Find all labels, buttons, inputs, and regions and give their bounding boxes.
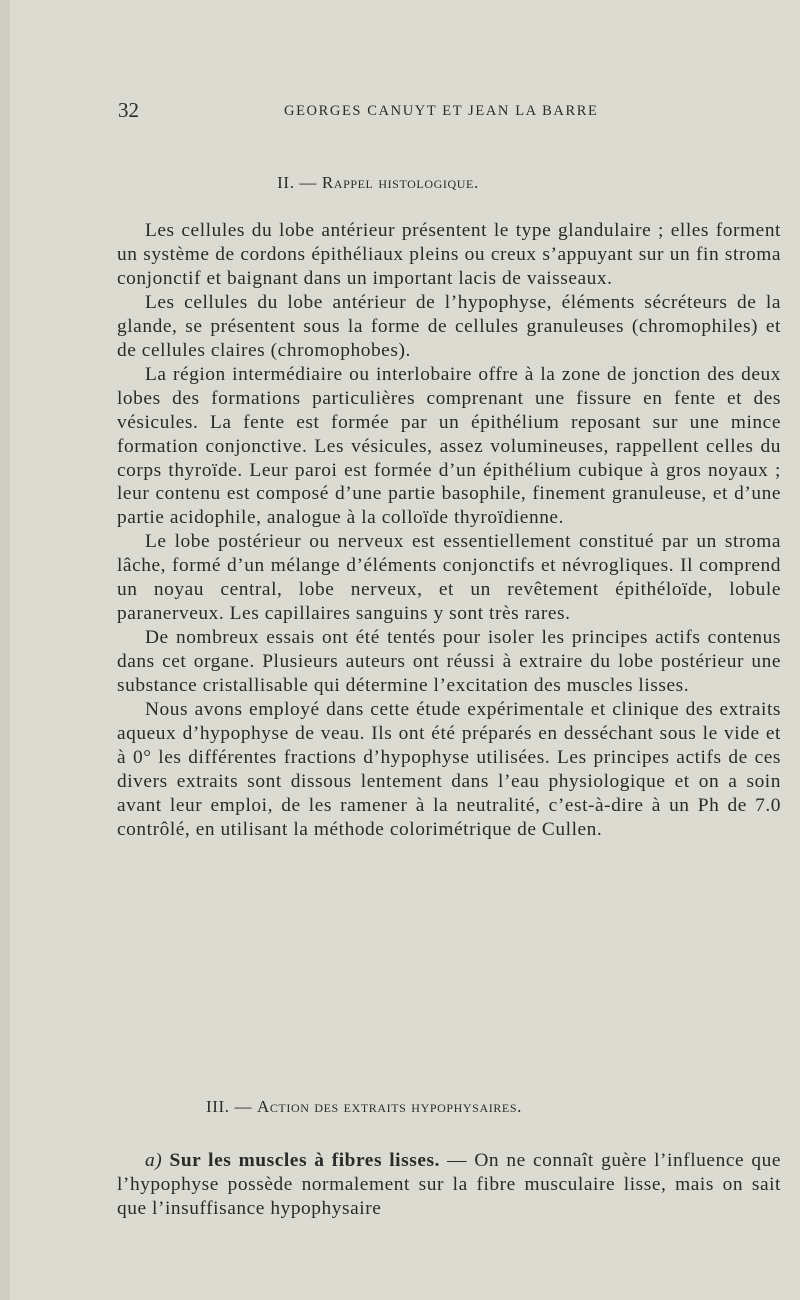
paragraph-extracts-method: Nous avons employé dans cette étude expérimentale et clinique des extraits aqueux d’hypophyse de veau. Ils ont été préparés en desséchant sous le vide et à 0° les différentes fractions d’hypophyse utilisées. Les principes actifs de ces divers extraits sont dissous lentement dans l’eau physiologique et on a soin avant leur emploi, de les ramener à la neutralité, c’est-à-dire à un Ph de 7.0 contrôlé, en utilisant la méthode colorimétrique de Cullen.	[117, 699, 781, 840]
section-3-numeral: III. —	[206, 1097, 257, 1116]
body-text	[117, 219, 781, 842]
section-heading-2	[0, 173, 778, 193]
subsection-a-text: On ne connaît guère l’influence que l’hypophyse possède normalement sur la fibre musculaire lisse, mais on sait que l’insuffisance hypophysaire	[117, 1150, 781, 1219]
paragraph-posterior-lobe: Le lobe postérieur ou nerveux est essentiellement constitué par un stroma lâche, formé d’un mélange d’éléments conjonctifs et névrogliques. Il comprend un noyau central, lobe nerveux, et un revêtement épithéloïde, lobule paranerveux. Les capillaires sanguins y sont très rares.	[117, 531, 781, 625]
page-number: 32	[118, 98, 139, 122]
subsection-a	[117, 1149, 781, 1221]
paragraph-intermediate-region: La région intermédiaire ou interlobaire offre à la zone de jonction des deux lobes des formations particulières comprenant une fissure en fente et des vésicules. La fente est formée par un épithélium reposant sur une mince formation conjonctive. Les vésicules, assez volumineuses, rappellent celles du corps thyroïde. Leur paroi est formée d’un épithélium cubique à gros noyaux ; leur contenu est composé d’une partie basophile, finement granuleuse, et d’une partie acidophile, analogue à la colloïde thyroïdienne.	[117, 363, 781, 529]
subsection-a-label: a)	[145, 1150, 163, 1171]
subsection-a-paragraph	[117, 1149, 781, 1221]
subsection-a-dash: —	[439, 1150, 475, 1171]
section-2-numeral: II. —	[277, 173, 322, 192]
paragraph-active-principles: De nombreux essais ont été tentés pour isoler les principes actifs contenus dans cet organe. Plusieurs auteurs ont réussi à extraire du lobe postérieur une substance cristallisable qui détermine l’excitation des muscles lisses.	[117, 627, 781, 697]
section-3-title: Action des extraits hypophysaires.	[256, 1097, 522, 1116]
paragraph-cell-type: Les cellules du lobe antérieur présentent le type glandulaire ; elles forment un système de cordons épithéliaux pleins ou creux s’appuyant sur un fin stroma conjonctif et baignant dans un important lacis de vaisseaux.	[117, 220, 781, 289]
section-2-title: Rappel histologique.	[321, 173, 479, 192]
section-heading-3	[0, 1097, 764, 1117]
running-head: GEORGES CANUYT ET JEAN LA BARRE	[284, 103, 599, 119]
subsection-a-title: Sur les muscles à fibres lisses.	[169, 1150, 440, 1171]
paragraph-anterior-lobe: Les cellules du lobe antérieur de l’hypophyse, éléments sécréteurs de la glande, se présentent sous la forme de cellules granuleuses (chromophiles) et de cellules claires (chromophobes).	[117, 291, 781, 361]
